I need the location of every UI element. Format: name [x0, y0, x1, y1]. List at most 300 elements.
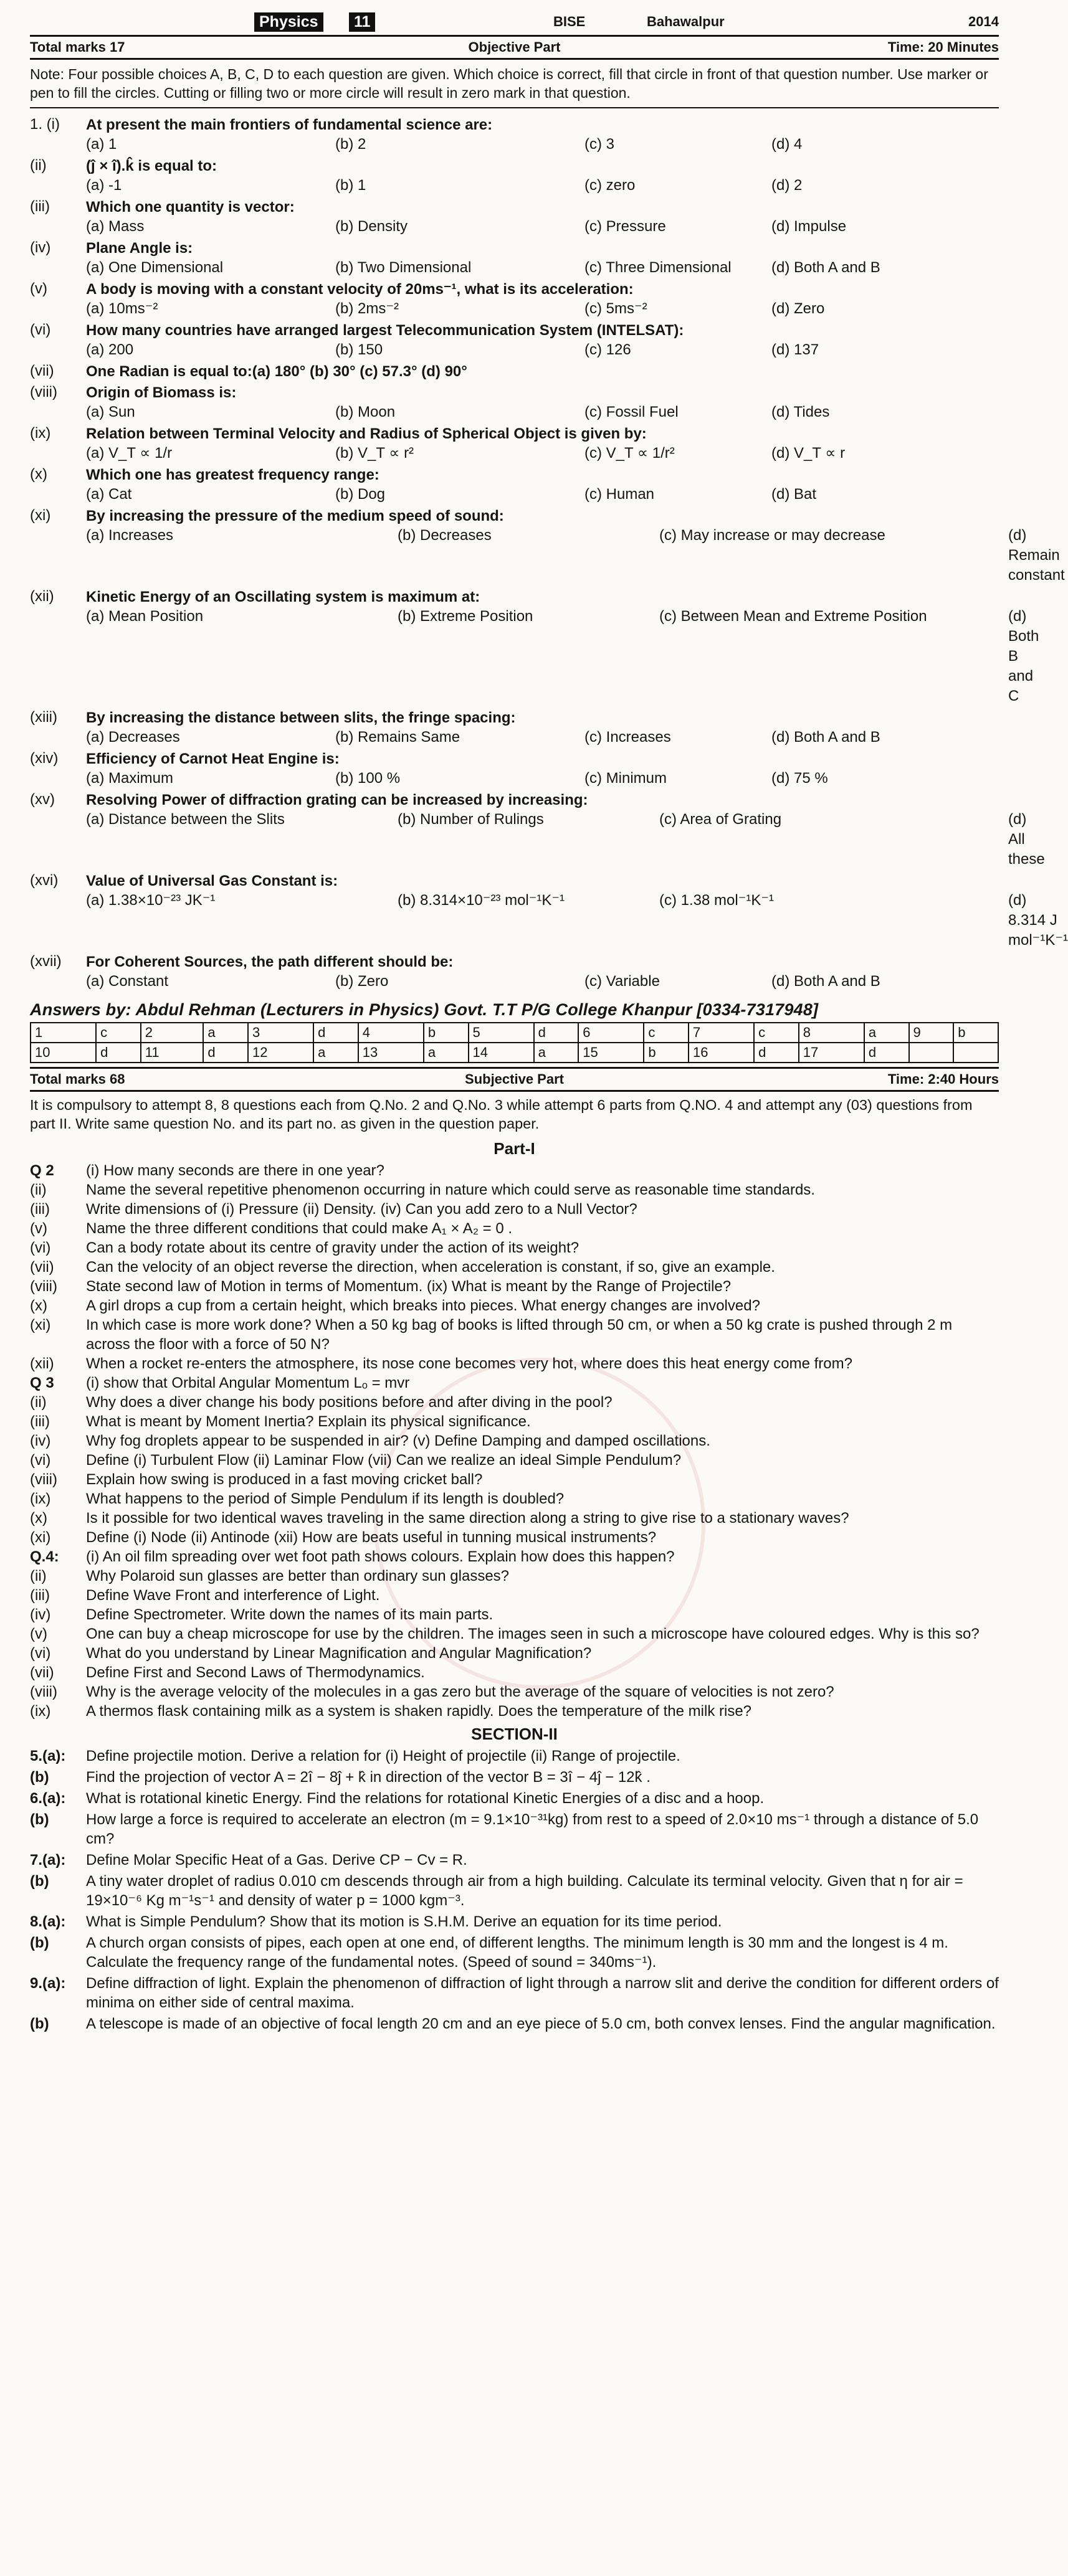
question-number: (iv) [30, 239, 51, 256]
question-text: Origin of Biomass is: [86, 384, 237, 401]
mcq-options [86, 526, 1065, 585]
option-b: (b) 1 [335, 177, 366, 194]
answer-letter: b [424, 1023, 469, 1043]
short-question [30, 1161, 999, 1180]
long-question [30, 1810, 999, 1849]
question-text: Relation between Terminal Velocity and Radius of Spherical Object is given by: [86, 425, 647, 442]
short-question [30, 1528, 999, 1547]
answer-number: 10 [31, 1043, 96, 1063]
option-c: (c) Variable [584, 973, 660, 990]
question-number: (xv) [30, 791, 55, 808]
mcq-options [86, 258, 999, 278]
option-c: (c) Human [584, 486, 655, 503]
mcq-question [30, 154, 999, 176]
option-b: (b) 8.314×10⁻²³ mol⁻¹K⁻¹ [398, 892, 565, 909]
short-question [30, 1682, 999, 1702]
question-text: A telescope is made of an objective of focal length 20 cm and an eye piece of 5.0 cm, both convex lenses. Find the angular magnification. [86, 2015, 996, 2032]
question-text: A tiny water droplet of radius 0.010 cm descends through air from a high building. Calculate its terminal velocity. Given that η for air = 19×10⁻⁶ Kg m⁻¹s⁻¹ and density of water p = 1000 kgm⁻³. [86, 1873, 963, 1909]
question-text: Define Spectrometer. Write down the names of its main parts. [86, 1606, 493, 1623]
objective-bar [30, 35, 999, 60]
subjective-total-marks: Total marks 68 [30, 1071, 125, 1087]
long-question [30, 1912, 999, 1931]
option-a: (a) 10ms⁻² [86, 300, 158, 317]
option-a: (a) -1 [86, 177, 122, 194]
option-c: (c) 3 [584, 136, 614, 153]
option-a: (a) Distance between the Slits [86, 811, 285, 828]
question-number: Q 2 [30, 1162, 54, 1179]
question-number: Q 3 [30, 1375, 54, 1391]
answer-key-table [30, 1022, 999, 1063]
question-number: (ii) [30, 1181, 47, 1198]
answer-number: 11 [141, 1043, 204, 1063]
question-number: 5.(a): [30, 1748, 66, 1764]
option-c: (c) 5ms⁻² [584, 300, 647, 317]
question-number: (iv) [30, 1432, 51, 1449]
question-number: (xii) [30, 588, 54, 605]
question-number: (vi) [30, 1645, 51, 1662]
short-question [30, 1547, 999, 1566]
short-question [30, 1605, 999, 1624]
option-a: (a) Cat [86, 486, 132, 503]
mcq-options [86, 769, 999, 788]
question-text: A body is moving with a constant velocity of 20ms⁻¹, what is its acceleration: [86, 281, 634, 298]
answer-number: 7 [689, 1023, 754, 1043]
mcq-question [30, 788, 999, 810]
option-b: (b) Dog [335, 486, 386, 503]
question-text: What is Simple Pendulum? Show that its motion is S.H.M. Derive an equation for its time period. [86, 1913, 722, 1930]
question-number: (b) [30, 1811, 49, 1828]
part-1-heading: Part-I [493, 1139, 535, 1158]
question-number: (iii) [30, 1413, 50, 1430]
question-number: (xi) [30, 1317, 51, 1333]
option-a: (a) One Dimensional [86, 259, 224, 276]
question-text: How large a force is required to accelerate an electron (m = 9.1×10⁻³¹kg) from rest to a speed of 2.0×10 ms⁻¹ through a distance of 5.0 cm? [86, 1811, 979, 1847]
answer-row [31, 1023, 998, 1043]
mcq-options [86, 485, 999, 504]
mcq-question [30, 747, 999, 769]
question-text: At present the main frontiers of fundamental science are: [86, 116, 493, 133]
answer-row [31, 1043, 998, 1063]
mcq-question [30, 585, 999, 607]
objective-time: Time: 20 Minutes [887, 39, 999, 55]
option-b: (b) Decreases [398, 527, 492, 544]
long-question [30, 1789, 999, 1808]
question-text: A girl drops a cup from a certain height, which breaks into pieces. What energy changes are involved? [86, 1297, 760, 1314]
question-text: (ĵ × î).k̂ is equal to: [86, 158, 217, 174]
short-question [30, 1702, 999, 1721]
mcq-options [86, 135, 999, 154]
question-number: (ix) [30, 425, 51, 442]
question-number: (ix) [30, 1703, 51, 1720]
long-question [30, 1872, 999, 1910]
question-number: (vi) [30, 1239, 51, 1256]
option-c: (c) May increase or may decrease [659, 527, 885, 544]
option-c: (c) Fossil Fuel [584, 404, 679, 420]
option-d: (d) Zero [771, 300, 825, 317]
short-questions [30, 1161, 999, 1721]
question-number: (vii) [30, 362, 54, 379]
question-number: 8.(a): [30, 1913, 66, 1930]
question-number: (x) [30, 1510, 47, 1527]
mcq-options [86, 340, 999, 360]
short-question [30, 1451, 999, 1470]
answer-number: 2 [141, 1023, 204, 1043]
short-question [30, 1180, 999, 1200]
question-text: Can a body rotate about its centre of gravity under the action of its weight? [86, 1239, 579, 1256]
answer-letter: a [864, 1023, 909, 1043]
question-number: (xvi) [30, 872, 59, 889]
question-number: (v) [30, 1220, 47, 1237]
option-d: (d) 4 [771, 136, 803, 153]
answer-letter: a [534, 1043, 579, 1063]
mcq-question [30, 869, 999, 891]
option-c: (c) Minimum [584, 770, 667, 787]
option-b: (b) Number of Rulings [398, 811, 544, 828]
question-text: Explain how swing is produced in a fast moving cricket ball? [86, 1471, 483, 1488]
section-2-heading: SECTION-II [471, 1725, 558, 1743]
question-text: Resolving Power of diffraction grating can be increased by increasing: [86, 792, 588, 808]
answer-number: 16 [689, 1043, 754, 1063]
short-question [30, 1624, 999, 1644]
answer-letter: c [754, 1023, 799, 1043]
answers-title: Answers by: Abdul Rehman (Lecturers in Physics) Govt. T.T P/G College Khanpur [0334-7317948] [30, 1000, 819, 1019]
answer-letter: a [313, 1043, 358, 1063]
option-b: (b) V_T ∝ r² [335, 445, 414, 462]
short-question [30, 1200, 999, 1219]
answer-letter: a [424, 1043, 469, 1063]
class-label: 11 [349, 12, 375, 32]
question-text: Efficiency of Carnot Heat Engine is: [86, 751, 340, 767]
answer-letter: b [644, 1043, 689, 1063]
option-d: (d) 75 % [771, 770, 828, 787]
short-question [30, 1508, 999, 1528]
option-c: (c) Increases [584, 729, 671, 746]
question-text: By increasing the pressure of the medium speed of sound: [86, 508, 504, 524]
option-b: (b) 100 % [335, 770, 401, 787]
question-text: Why does a diver change his body positions before and after diving in the pool? [86, 1394, 613, 1411]
question-text: (i) How many seconds are there in one year? [86, 1162, 384, 1179]
question-text: Value of Universal Gas Constant is: [86, 873, 338, 889]
mcq-question [30, 113, 999, 135]
option-d: (d) Remain constant [1008, 527, 1065, 584]
option-a: (a) Maximum [86, 770, 174, 787]
option-b: (b) Moon [335, 404, 396, 420]
question-text: Define Wave Front and interference of Light. [86, 1587, 380, 1604]
question-text: (i) show that Orbital Angular Momentum Lₒ = mvr [86, 1375, 410, 1391]
short-question [30, 1489, 999, 1508]
option-d: (d) Both A and B [771, 259, 880, 276]
question-text: What is rotational kinetic Energy. Find the relations for rotational Kinetic Energies of a disc and a hoop. [86, 1790, 765, 1807]
option-d: (d) Impulse [771, 218, 847, 235]
objective-total-marks: Total marks 17 [30, 39, 125, 55]
answer-letter: d [754, 1043, 799, 1063]
question-number: (ii) [30, 157, 47, 174]
option-a: (a) V_T ∝ 1/r [86, 445, 173, 462]
short-question [30, 1373, 999, 1393]
option-d: (d) Both A and B [771, 729, 880, 746]
question-text: When a rocket re-enters the atmosphere, its nose cone becomes very hot, where does this heat energy come from? [86, 1355, 852, 1372]
question-number: (v) [30, 1626, 47, 1642]
short-question [30, 1238, 999, 1257]
option-d: (d) 137 [771, 341, 819, 358]
short-question [30, 1431, 999, 1451]
long-questions [30, 1746, 999, 2034]
answer-number: 6 [578, 1023, 644, 1043]
question-number: (iv) [30, 1606, 51, 1623]
question-number: (ii) [30, 1394, 47, 1411]
answer-letter: d [534, 1023, 579, 1043]
mcq-question [30, 381, 999, 402]
option-a: (a) 1 [86, 136, 117, 153]
option-a: (a) 200 [86, 341, 134, 358]
question-text: How many countries have arranged largest Telecommunication System (INTELSAT): [86, 322, 684, 339]
mcq-options [86, 299, 999, 319]
question-text: What is meant by Moment Inertia? Explain its physical significance. [86, 1413, 531, 1430]
question-text: Why fog droplets appear to be suspended in air? (v) Define Damping and damped oscillations. [86, 1432, 710, 1449]
answer-number: 13 [358, 1043, 424, 1063]
option-c: (c) zero [584, 177, 636, 194]
mcq-question [30, 278, 999, 299]
question-number: (xiii) [30, 709, 57, 726]
question-text: Can the velocity of an object reverse the direction, when acceleration is constant, if so, give an example. [86, 1259, 775, 1276]
mcq-question [30, 319, 999, 340]
question-number: (vii) [30, 1664, 54, 1681]
mcq-question [30, 422, 999, 443]
question-text: Plane Angle is: [86, 240, 193, 257]
long-question [30, 1933, 999, 1972]
mcq-options [86, 727, 999, 747]
option-d: (d) All these [1008, 811, 1045, 868]
question-text: A thermos flask containing milk as a system is shaken rapidly. Does the temperature of the milk rise? [86, 1703, 752, 1720]
answer-letter: d [96, 1043, 141, 1063]
question-number: (vi) [30, 321, 51, 338]
question-text: What happens to the period of Simple Pendulum if its length is doubled? [86, 1490, 565, 1507]
question-text: In which case is more work done? When a 50 kg bag of books is lifted through 50 cm, or when a 50 kg crate is pushed through 2 m across the floor with a force of 50 N? [86, 1317, 953, 1353]
short-question [30, 1296, 999, 1315]
short-question [30, 1412, 999, 1431]
question-number: (xii) [30, 1355, 54, 1372]
question-text: State second law of Motion in terms of Momentum. (ix) What is meant by the Range of Projectile? [86, 1278, 732, 1295]
option-a: (a) Mass [86, 218, 145, 235]
short-question [30, 1566, 999, 1586]
question-text: Find the projection of vector A = 2î − 8ĵ + k̂ in direction of the vector B = 3î − 4ĵ − 12k̂ . [86, 1769, 651, 1786]
mcq-options [86, 217, 999, 237]
answer-number: 17 [799, 1043, 864, 1063]
option-d: (d) 8.314 J mol⁻¹K⁻¹ [1008, 892, 1068, 949]
option-a: (a) 1.38×10⁻²³ JK⁻¹ [86, 892, 216, 909]
option-d: (d) Bat [771, 486, 817, 503]
answer-letter: c [644, 1023, 689, 1043]
option-b: (b) Extreme Position [398, 608, 533, 625]
answer-number: 4 [358, 1023, 424, 1043]
question-text: Is it possible for two identical waves traveling in the same direction along a string to give rise to a stationary waves? [86, 1510, 849, 1527]
option-d: (d) Tides [771, 404, 830, 420]
option-a: (a) Increases [86, 527, 174, 544]
option-b: (b) Remains Same [335, 729, 460, 746]
question-text: One can buy a cheap microscope for use by the children. The images seen in such a microscope have coloured edges. Why is this so? [86, 1626, 980, 1642]
option-a: (a) Mean Position [86, 608, 204, 625]
subjective-time: Time: 2:40 Hours [887, 1071, 999, 1087]
option-b: (b) 150 [335, 341, 383, 358]
question-number: (v) [30, 280, 47, 297]
mcq-options [86, 176, 999, 196]
question-number: (xvii) [30, 953, 62, 970]
option-c: (c) 1.38 mol⁻¹K⁻¹ [659, 892, 775, 909]
option-b: (b) 2ms⁻² [335, 300, 399, 317]
question-text: Define First and Second Laws of Thermodynamics. [86, 1664, 425, 1681]
question-text: For Coherent Sources, the path different should be: [86, 954, 454, 970]
question-text: Define (i) Node (ii) Antinode (xii) How are beats useful in tunning musical instruments? [86, 1529, 657, 1546]
question-number: (viii) [30, 1278, 57, 1295]
question-number: Q.4: [30, 1548, 59, 1565]
mcq-question [30, 360, 999, 381]
mcq-question [30, 706, 999, 727]
question-text: Write dimensions of (i) Pressure (ii) Density. (iv) Can you add zero to a Null Vector? [86, 1201, 637, 1218]
question-text: Define (i) Turbulent Flow (ii) Laminar Flow (vii) Can we realize an ideal Simple Pendulum? [86, 1452, 682, 1469]
question-text: Kinetic Energy of an Oscillating system is maximum at: [86, 589, 480, 605]
mcq-question [30, 237, 999, 258]
answer-number: 8 [799, 1023, 864, 1043]
short-question [30, 1277, 999, 1296]
answer-letter: d [203, 1043, 248, 1063]
answer-number: 15 [578, 1043, 644, 1063]
option-b: (b) Density [335, 218, 408, 235]
short-question [30, 1470, 999, 1489]
short-question [30, 1219, 999, 1238]
question-number: 6.(a): [30, 1790, 66, 1807]
answer-letter: a [203, 1023, 248, 1043]
option-a: (a) Decreases [86, 729, 180, 746]
mcq-options [86, 891, 1068, 950]
option-d: (d) Both A and B [771, 973, 880, 990]
option-c: (c) 126 [584, 341, 631, 358]
question-number: (vi) [30, 1452, 51, 1469]
question-number: (vii) [30, 1259, 54, 1276]
answer-letter: d [313, 1023, 358, 1043]
answer-number [909, 1043, 954, 1063]
subject-label: Physics [254, 12, 323, 32]
short-question [30, 1663, 999, 1682]
short-question [30, 1586, 999, 1605]
subjective-part-title: Subjective Part [465, 1071, 564, 1087]
question-text: Which one quantity is vector: [86, 199, 295, 215]
question-number: (x) [30, 466, 47, 483]
mcq-question [30, 463, 999, 485]
option-a: (a) Sun [86, 404, 135, 420]
mcq-question [30, 196, 999, 217]
question-text: Why is the average velocity of the molecules in a gas zero but the average of the square of velocities is not zero? [86, 1683, 834, 1700]
city-label: Bahawalpur [647, 14, 725, 29]
question-text: Define Molar Specific Heat of a Gas. Derive CP − Cv = R. [86, 1852, 467, 1868]
long-question [30, 2014, 999, 2034]
short-question [30, 1315, 999, 1354]
question-number: (b) [30, 1769, 49, 1786]
answer-number: 9 [909, 1023, 954, 1043]
mcq-question [30, 950, 999, 972]
option-b: (b) Two Dimensional [335, 259, 472, 276]
answer-letter: c [96, 1023, 141, 1043]
short-question [30, 1257, 999, 1277]
question-number: 7.(a): [30, 1852, 66, 1868]
option-a: (a) Constant [86, 973, 169, 990]
long-question [30, 1974, 999, 2012]
long-question [30, 1768, 999, 1787]
objective-part-title: Objective Part [468, 39, 561, 55]
question-text: Which one has greatest frequency range: [86, 466, 379, 483]
subjective-bar [30, 1067, 999, 1092]
paper-header [30, 9, 999, 35]
option-b: (b) Zero [335, 973, 389, 990]
question-text: Name the three different conditions that could make A₁ × A₂ = 0 . [86, 1220, 513, 1237]
question-number: (x) [30, 1297, 47, 1314]
question-text: Name the several repetitive phenomenon occurring in nature which could serve as reasonable time standards. [86, 1181, 815, 1198]
answer-letter [953, 1043, 998, 1063]
short-question [30, 1644, 999, 1663]
question-number: (viii) [30, 384, 57, 400]
question-text: A church organ consists of pipes, each open at one end, of different lengths. The minimum length is 30 mm and the longest is 4 m. Calculate the frequency range of the fundamental notes. (Speed of sound = 340ms⁻¹). [86, 1934, 948, 1971]
option-c: (c) Pressure [584, 218, 666, 235]
exam-paper [30, 9, 1068, 2035]
question-number: 1. (i) [30, 116, 60, 133]
mcq-question [30, 504, 999, 526]
option-c: (c) Three Dimensional [584, 259, 732, 276]
mcq-options [86, 810, 1045, 869]
answer-number: 5 [469, 1023, 534, 1043]
option-d: (d) Both B and C [1008, 608, 1039, 704]
board-label: BISE [553, 14, 586, 29]
option-c: (c) Area of Grating [659, 811, 782, 828]
question-number: (viii) [30, 1683, 57, 1700]
long-question [30, 1746, 999, 1766]
long-question [30, 1850, 999, 1870]
question-number: (b) [30, 1873, 49, 1890]
question-number: (b) [30, 2015, 49, 2032]
question-number: (xi) [30, 507, 51, 524]
question-text: (i) An oil film spreading over wet foot path shows colours. Explain how does this happen? [86, 1548, 675, 1565]
question-number: (xi) [30, 1529, 51, 1546]
question-number: (iii) [30, 1587, 50, 1604]
question-number: (ix) [30, 1490, 51, 1507]
question-number: 9.(a): [30, 1975, 66, 1992]
mcq-options [86, 607, 1039, 706]
question-text: Define diffraction of light. Explain the phenomenon of diffraction of light through a narrow slit and derive the condition for different orders of minima on either side of central maxima. [86, 1975, 999, 2011]
mcq-list [30, 113, 1068, 992]
answer-number: 1 [31, 1023, 96, 1043]
mcq-options [86, 972, 999, 992]
short-question [30, 1354, 999, 1373]
option-d: (d) 2 [771, 177, 803, 194]
option-c: (c) Between Mean and Extreme Position [659, 608, 927, 625]
question-number: (b) [30, 1934, 49, 1951]
answer-number: 3 [248, 1023, 313, 1043]
question-text: By increasing the distance between slits, the fringe spacing: [86, 709, 516, 726]
question-text: What do you understand by Linear Magnification and Angular Magnification? [86, 1645, 592, 1662]
question-number: (xiv) [30, 750, 59, 767]
option-b: (b) 2 [335, 136, 366, 153]
question-text: Why Polaroid sun glasses are better than ordinary sun glasses? [86, 1568, 510, 1584]
answer-letter: b [953, 1023, 998, 1043]
instructions-note: Note: Four possible choices A, B, C, D to each question are given. Which choice is correct, fill that circle in front of that question number. Use marker or pen to fill the circles. Cutting or filling two or more circle will result in zero mark in that question. [30, 60, 999, 108]
question-text: Define projectile motion. Derive a relation for (i) Height of projectile (ii) Range of projectile. [86, 1748, 680, 1764]
option-c: (c) V_T ∝ 1/r² [584, 445, 675, 462]
year-label: 2014 [968, 14, 999, 29]
question-number: (viii) [30, 1471, 57, 1488]
mcq-options [86, 443, 999, 463]
option-d: (d) V_T ∝ r [771, 445, 846, 462]
mcq-options [86, 402, 999, 422]
short-question [30, 1393, 999, 1412]
question-number: (iii) [30, 198, 50, 215]
